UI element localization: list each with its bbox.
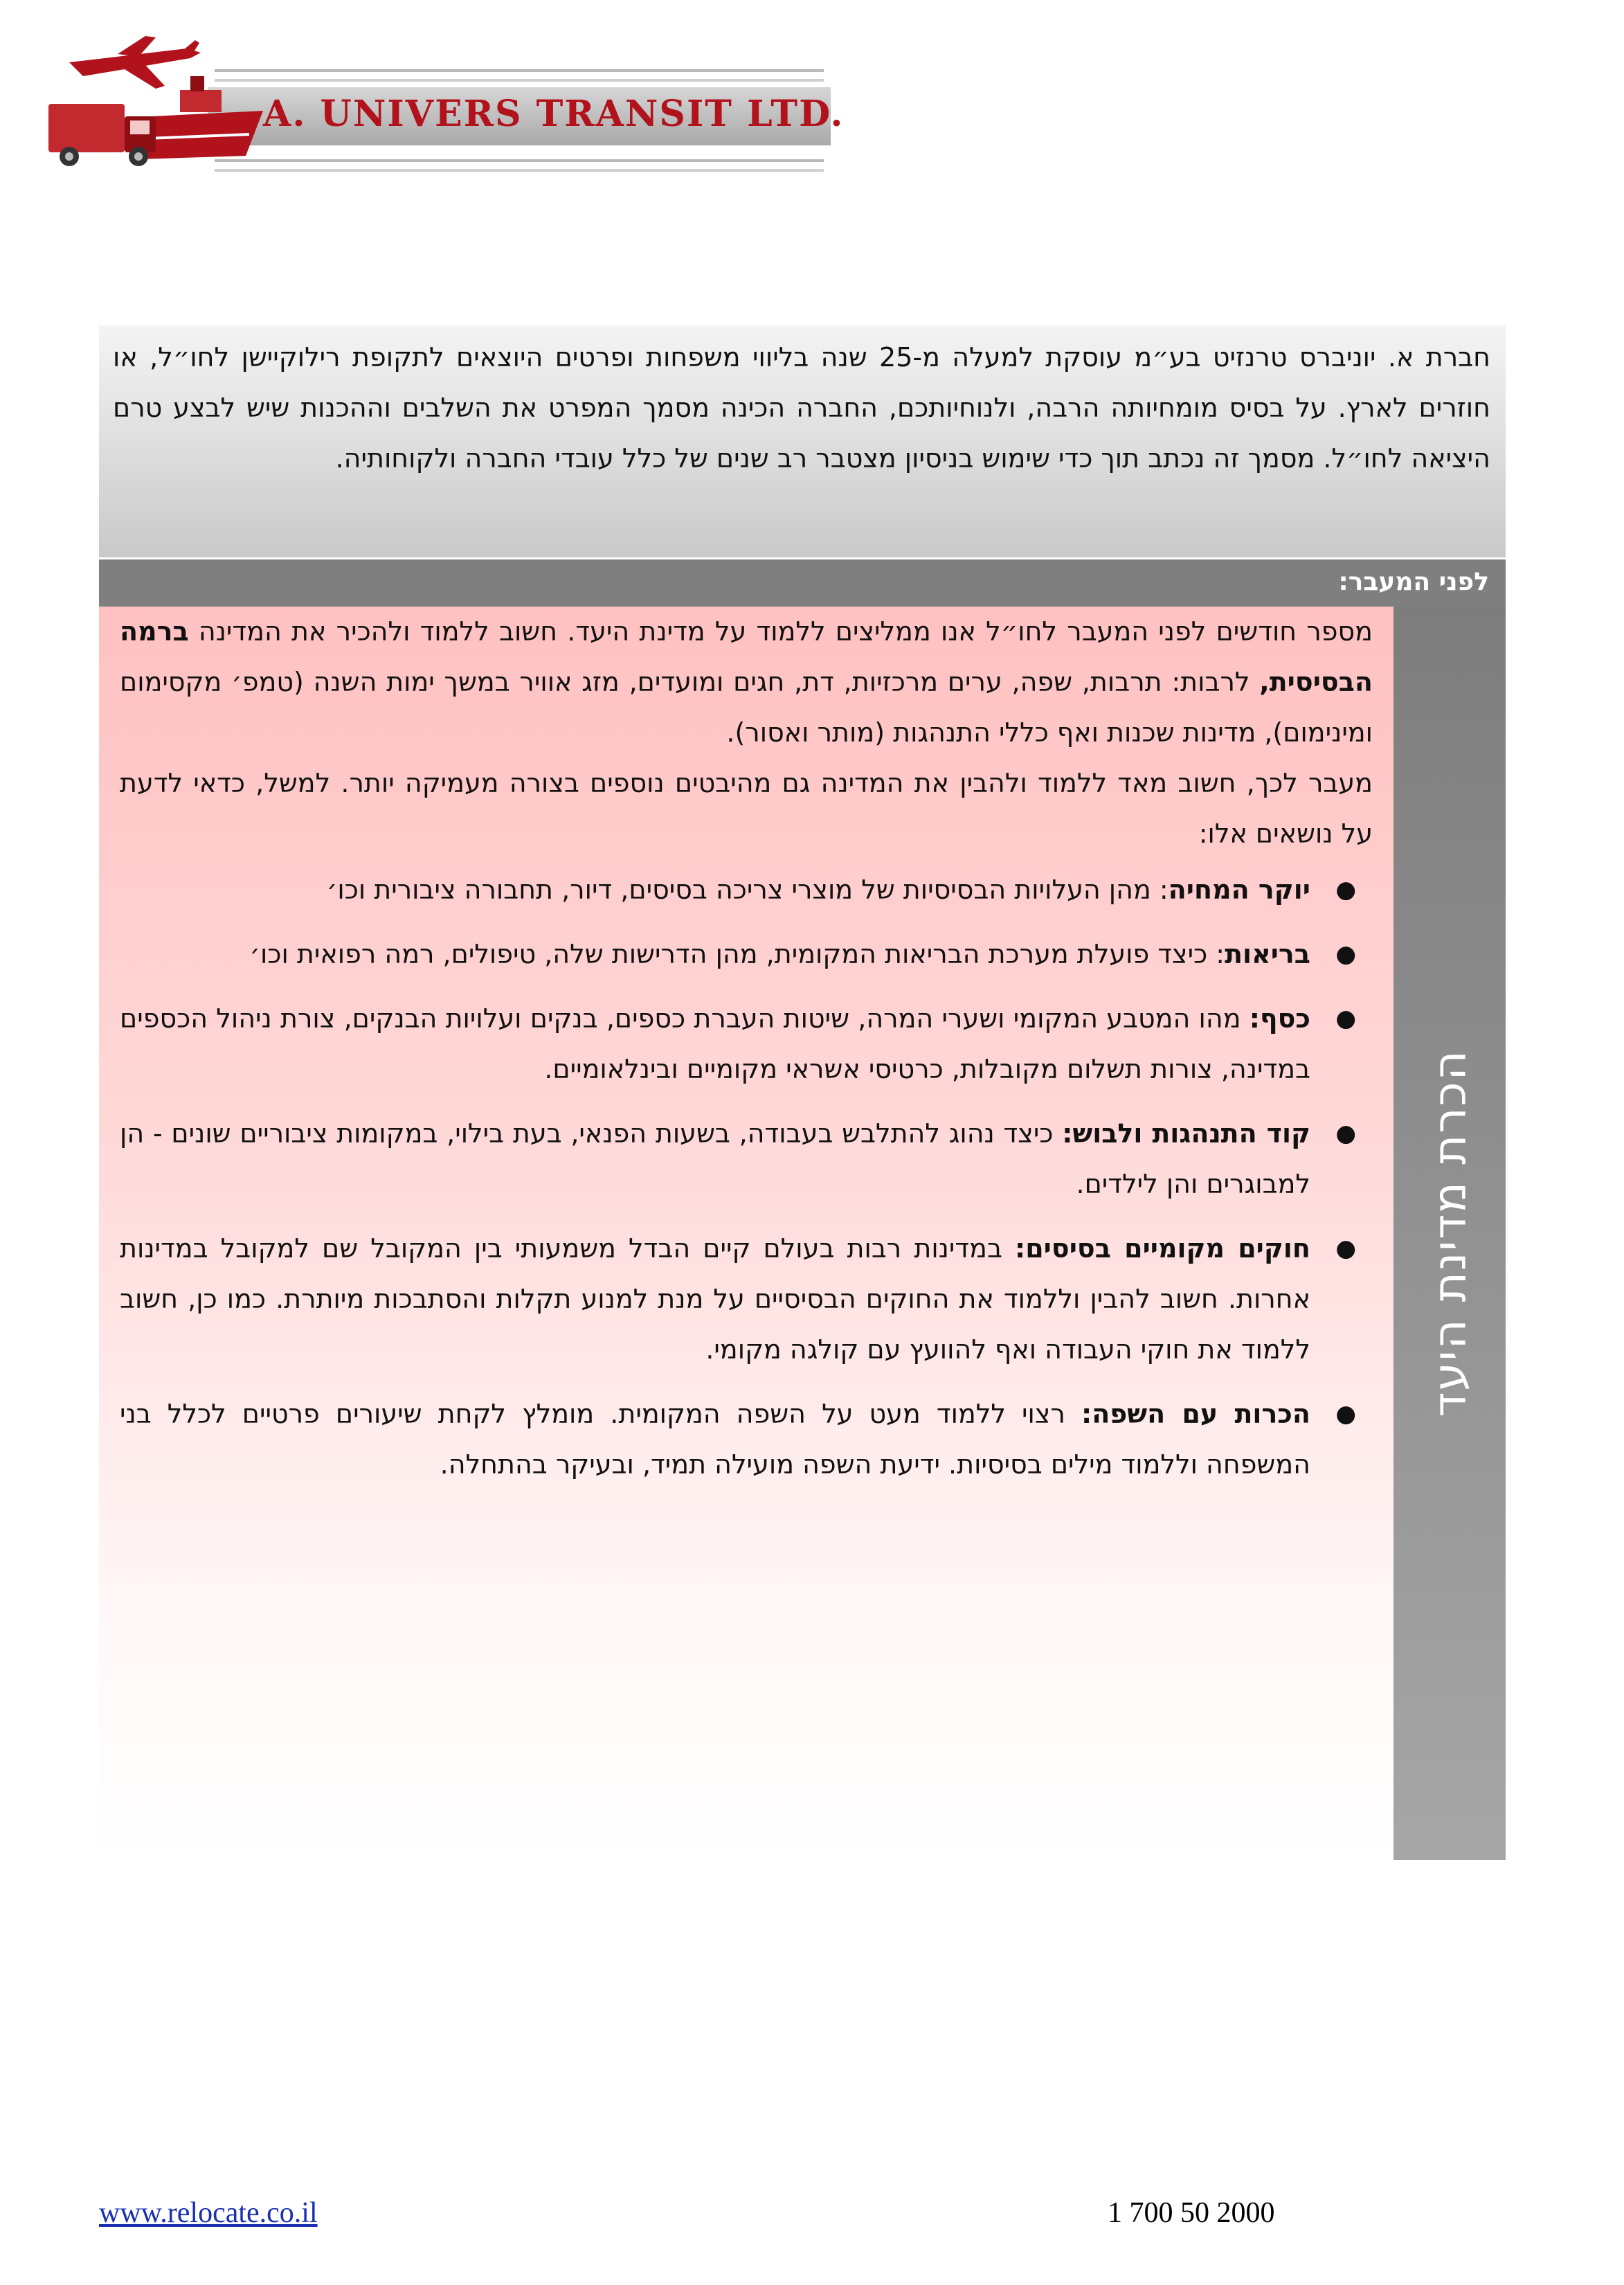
bullet-text: מהו המטבע המקומי ושערי המרה, שיטות העברת כספים, בנקים ועלויות הבנקים, צורת ניהול הכספים במדינה, צורות תשלום מקובלות, כרטיסי אשראי מקומיים ובינלאומיים. bbox=[120, 1003, 1310, 1084]
truck-icon bbox=[48, 104, 156, 166]
para1-bold: ברמה הבסיסית, bbox=[120, 616, 1373, 697]
intro-paragraph: חברת א. יוניברס טרנזיט בע״מ עוסקת למעלה מ-25 שנה בליווי משפחות ופרטים היוצאים לתקופת רילוקיישן לחו״ל, או חוזרים לארץ. על בסיס מומחיותה הרבה, ולנוחיותכם, החברה הכינה מסמך המפרט את השלבים וההכנות שיש לבצע טרם היציאה לחו״ל. מסמך זה נכתב תוך כדי שימוש בניסיון מצטבר רב שנים של כלל עובדי החברה ולקוחותיה. bbox=[113, 342, 1490, 474]
list-item bbox=[120, 1224, 1373, 1375]
bullet-text: כיצד פועלת מערכת הבריאות המקומית, מהן הדרישות שלה, טיפולים, רמה רפואית וכו׳ bbox=[249, 939, 1208, 969]
airplane-icon bbox=[69, 36, 201, 89]
bullet-sep bbox=[1002, 1233, 1015, 1264]
bullet-term: חוקים מקומיים בסיסים: bbox=[1015, 1233, 1310, 1264]
bullet-icon: ● bbox=[1335, 940, 1356, 968]
bullet-sep: : bbox=[1151, 875, 1169, 905]
intro-box bbox=[99, 325, 1506, 557]
list-item bbox=[120, 929, 1373, 980]
bullet-term: יוקר המחיה bbox=[1168, 875, 1310, 905]
bullet-text: רצוי ללמוד מעט על השפה המקומית. מומלץ לקחת שיעורים פרטיים לכלל בני המשפחה וללמוד מילים בסיסיות. ידיעת השפה מועילה תמיד, ובעיקר בהתחלה. bbox=[120, 1399, 1310, 1480]
bullet-text: מהן העלויות הבסיסיות של מוצרי צריכה בסיסים, דיור, תחבורה ציבורית וכו׳ bbox=[326, 875, 1151, 905]
website-link[interactable]: www.relocate.co.il bbox=[99, 2197, 318, 2229]
bullet-icon: ● bbox=[1335, 1005, 1356, 1032]
intro-paragraph-2: מעבר לכך, חשוב מאד ללמוד ולהבין את המדינה גם מהיבטים נוספים בצורה מעמיקה יותר. למשל, כדאי לדעת על נושאים אלו: bbox=[120, 768, 1373, 849]
bullet-term: בריאות bbox=[1225, 939, 1310, 969]
company-name: A. UNIVERS TRANSIT LTD. bbox=[263, 93, 845, 135]
section-header-bar bbox=[99, 559, 1506, 607]
bullet-term: קוד התנהגות ולבוש: bbox=[1062, 1118, 1310, 1149]
bullet-icon: ● bbox=[1335, 1400, 1356, 1428]
bullet-icon: ● bbox=[1335, 1235, 1356, 1262]
content-body bbox=[120, 607, 1373, 1504]
bullet-icon: ● bbox=[1335, 1120, 1356, 1147]
intro-paragraph-1 bbox=[120, 607, 1373, 758]
bullet-text: במדינות רבות בעולם קיים הבדל משמעותי בין המקובל שם למקובל במדינות אחרות. חשוב להבין וללמוד את החוקים הבסיסיים על מנת למנוע תקלות והסתבכות מיותרת. כמו כן, חשוב ללמוד את חוקי העבודה ואף להוועץ עם קולגה מקומי. bbox=[120, 1233, 1310, 1365]
logo-transport-icons bbox=[42, 35, 270, 173]
company-logo bbox=[42, 35, 845, 173]
topics-list bbox=[120, 865, 1373, 1490]
bullet-icon: ● bbox=[1335, 876, 1356, 904]
para1-text-b: לרבות: תרבות, שפה, ערים מרכזיות, דת, חגים ומועדים, מזג אוויר במשך ימות השנה (טמפ׳ מקסימום ומינימום), מדינות שכנות ואף כללי התנהגות (מותר ואסור). bbox=[120, 667, 1373, 748]
bullet-sep bbox=[1065, 1399, 1081, 1429]
bullet-sep bbox=[1053, 1118, 1062, 1149]
section-title: לפני המעבר: bbox=[1338, 568, 1489, 596]
bullet-sep: : bbox=[1207, 939, 1225, 969]
content-panel bbox=[99, 607, 1393, 1860]
list-item bbox=[120, 865, 1373, 915]
phone-number: 1 700 50 2000 bbox=[1108, 2197, 1275, 2229]
bullet-term: כסף: bbox=[1249, 1003, 1310, 1034]
bullet-term: הכרות עם השפה: bbox=[1081, 1399, 1310, 1429]
bullet-sep bbox=[1241, 1003, 1249, 1034]
side-tab bbox=[1393, 607, 1506, 1860]
para1-text-a: מספר חודשים לפני המעבר לחו״ל אנו ממליצים ללמוד על מדינת היעד. חשוב ללמוד ולהכיר את המדינה bbox=[188, 616, 1373, 647]
list-item bbox=[120, 994, 1373, 1095]
bullet-text: כיצד נהוג להתלבש בעבודה, בשעות הפנאי, בעת בילוי, במקומות ציבוריים שונים - הן למבוגרים והן לילדים. bbox=[120, 1118, 1310, 1199]
list-item bbox=[120, 1109, 1373, 1210]
list-item bbox=[120, 1389, 1373, 1490]
side-tab-label: הכרת מדינת היעד bbox=[1423, 1049, 1477, 1417]
